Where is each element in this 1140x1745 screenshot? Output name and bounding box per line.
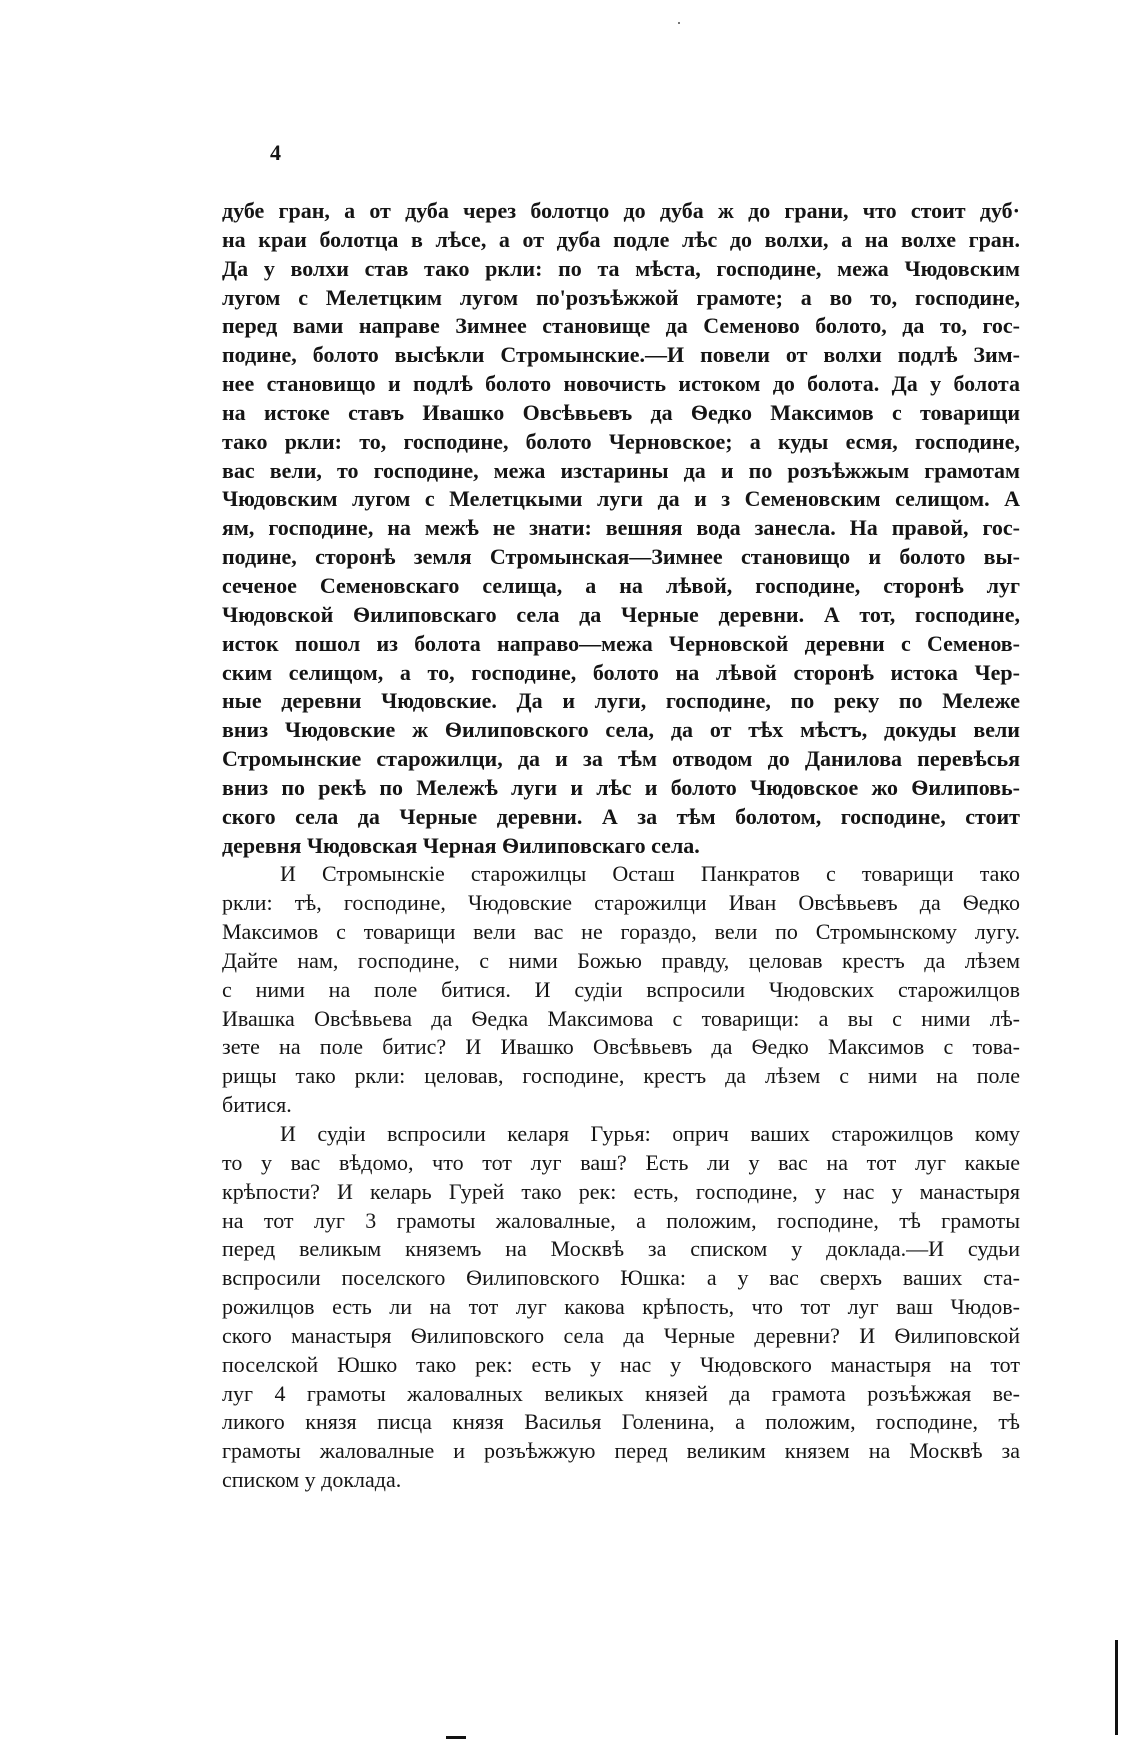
text-line: ные деревни Чюдовские. Да и луги, господине, по реку по Мележе — [222, 688, 1020, 714]
text-line: списком у доклада. — [222, 1467, 402, 1493]
text-line: крѣпости? И келарь Гурей тако рек: есть, господине, у нас у манастыря — [222, 1178, 1020, 1204]
text-line: ям, господине, на межѣ не знати: вешняя вода занесла. На правой, гос- — [222, 515, 1020, 541]
scan-edge-line — [1115, 1640, 1118, 1735]
text-line: Да у волхи став тако ркли: по та мѣста, господине, межа Чюдовским — [222, 255, 1020, 281]
text-line: битися. — [222, 1092, 292, 1118]
text-line: Чюдовской Ѳилиповскаго села да Черные деревни. А тот, господине, — [222, 601, 1020, 627]
text-line: то у вас вѣдомо, что тот луг ваш? Есть ли у вас на тот луг какые — [222, 1149, 1020, 1175]
text-line: Дайте нам, господине, с ними Божью правду, целовав крестъ да лѣзем — [222, 947, 1020, 973]
text-line: ликого князя писца князя Василья Голенина, а положим, господине, тѣ — [222, 1409, 1020, 1435]
text-line: вниз Чюдовские ж Ѳилиповского села, да от тѣх мѣстъ, докуды вели — [222, 717, 1020, 743]
text-line: перед великым княземъ на Москвѣ за списком у доклада.—И судьи — [222, 1236, 1020, 1262]
text-line: И судіи вспросили келаря Гурья: оприч ваших старожилцов кому — [280, 1121, 1020, 1146]
text-line: деревня Чюдовская Черная Ѳилиповскаго села. — [222, 832, 700, 858]
text-line: исток пошол из болота направо—межа Черновской деревни с Семенов- — [222, 630, 1020, 656]
text-line: ским селищом, а то, господине, болото на лѣвой сторонѣ истока Чер- — [222, 659, 1020, 685]
text-line: на тот луг 3 грамоты жаловалные, а положим, господине, тѣ грамоты — [222, 1207, 1020, 1233]
text-line: вниз по рекѣ по Мележѣ луги и лѣс и болото Чюдовское жо Ѳилиповь- — [222, 774, 1020, 800]
text-line: на краи болотца в лѣсе, а от дуба подле лѣс до волхи, а на волхе гран. — [222, 226, 1020, 252]
text-line: дубе гран, а от дуба через болотцо до дуба ж до грани, что стоит дуб· — [222, 198, 1020, 223]
text-line: сеченое Семеновскаго селища, а на лѣвой, господине, сторонѣ луг — [222, 572, 1020, 598]
text-line: ского села да Черные деревни. А за тѣм болотом, господине, стоит — [222, 803, 1020, 829]
text-line: вспросили поселского Ѳилиповского Юшка: а у вас сверхъ ваших ста- — [222, 1265, 1020, 1291]
text-line: перед вами направе Зимнее становище да Семеново болото, да то, гос- — [222, 313, 1020, 339]
scan-bottom-mark — [446, 1736, 466, 1739]
text-line: зете на поле битис? И Ивашко Овсѣвьевъ да Ѳедко Максимов с това- — [222, 1034, 1020, 1060]
text-line: рищы тако ркли: целовав, господине, крестъ да лѣзем с ними на поле — [222, 1063, 1020, 1089]
text-line: подине, сторонѣ земля Стромынская—Зимнее становищо и болото вы- — [222, 544, 1020, 570]
text-line: с ними на поле битися. И судіи вспросили Чюдовских старожилцов — [222, 976, 1020, 1002]
document-body-text — [222, 197, 1020, 1495]
text-line: Чюдовским лугом с Мелетцкыми луги да и з Семеновским селищом. А — [222, 486, 1020, 512]
text-line: Максимов с товарищи вели вас не гораздо, вели по Стромынскому лугу. — [222, 919, 1020, 945]
page-number: 4 — [270, 140, 281, 165]
text-line: Ивашка Овсѣвьева да Ѳедка Максимова с товарищи: а вы с ними лѣ- — [222, 1005, 1020, 1031]
text-line: подине, болото высѣкли Стромынские.—И повели от волхи подлѣ Зим- — [222, 342, 1020, 368]
text-line: тако ркли: то, господине, болото Черновское; а куды есмя, господине, — [222, 428, 1020, 454]
text-line: И Стромынскіе старожилцы Осташ Панкратов с товарищи тако — [280, 861, 1020, 887]
text-line: поселской Юшко тако рек: есть у нас у Чюдовского манастыря на тот — [222, 1351, 1020, 1377]
text-line: на истоке ставъ Ивашко Овсѣвьевъ да Ѳедко Максимов с товарищи — [222, 399, 1020, 425]
text-line: лугом с Мелетцким лугом по'розъѣжжой грамоте; а во то, господине, — [222, 284, 1020, 310]
text-line: нее становищо и подлѣ болото новочисть истоком до болота. Да у болота — [222, 371, 1020, 397]
text-line: ркли: тѣ, господине, Чюдовские старожилци Иван Овсѣвьевъ да Ѳедко — [222, 890, 1020, 916]
scan-speck — [678, 22, 680, 24]
text-line: луг 4 грамоты жаловалных великых князей да грамота розъѣжжая ве- — [222, 1380, 1020, 1406]
text-line: грамоты жаловалные и розъѣжжую перед великим князем на Москвѣ за — [222, 1438, 1020, 1464]
text-line: вас вели, то господине, межа изстарины да и по розъѣжжым грамотам — [222, 457, 1020, 483]
text-line: Стромынские старожилци, да и за тѣм отводом до Данилова перевѣсья — [222, 746, 1020, 772]
text-line: ского манастыря Ѳилиповского села да Черные деревни? И Ѳилиповской — [222, 1322, 1020, 1348]
text-line: рожилцов есть ли на тот луг какова крѣпость, что тот луг ваш Чюдов- — [222, 1294, 1020, 1320]
